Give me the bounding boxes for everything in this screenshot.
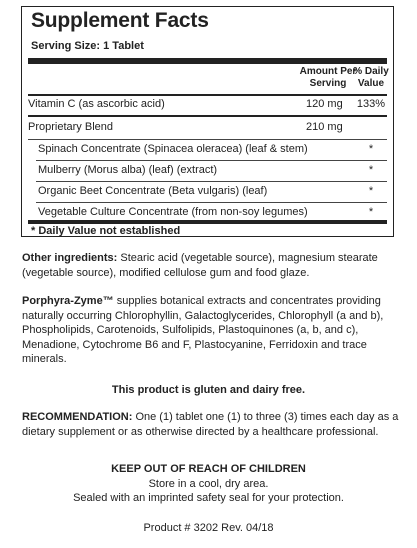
other-ingredients-text: Stearic acid (vegetable source), magnesium stearate (vegetable source), modified cellulose gum and food glaze. (22, 252, 378, 279)
row-mulberry-dv: * (368, 164, 374, 176)
other-ingredients (22, 251, 400, 280)
row-vitamin-c-dv: 133% (356, 98, 386, 110)
product-name: Porphyra-Zyme™ (22, 295, 114, 307)
supplement-facts-panel (21, 6, 394, 237)
row-spinach-dv: * (368, 143, 374, 155)
recommendation (22, 410, 400, 439)
row-blend-name: Proprietary Blend (28, 121, 113, 133)
divider-bottom (28, 220, 387, 224)
row-mulberry-name: Mulberry (Morus alba) (leaf) (extract) (38, 164, 218, 176)
storage-instructions: Store in a cool, dry area. (148, 478, 269, 490)
header-amount-line2: Serving (309, 78, 347, 89)
product-description (22, 294, 400, 367)
recommendation-text: One (1) tablet one (1) to three (3) times each day as a dietary supplement or as otherwise directed by a healthcare professional. (22, 411, 399, 438)
safety-seal-notice: Sealed with an imprinted safety seal for your protection. (73, 492, 344, 504)
row-beet-dv: * (368, 185, 374, 197)
other-ingredients-label: Other ingredients: (22, 252, 118, 264)
divider-mulberry (36, 181, 387, 182)
divider-spinach (36, 160, 387, 161)
product-description-text: supplies botanical extracts and concentrates providing naturally occurring Chlorophyllin, Galactoglycerides, Chlorophyll (a and b), Phospholipids, Carotenoids, Sulfolipids, Plastoquinones (a, b, and c), Menadione, Cytochrome B6 and F, Plastocyanine, Ferridoxin and trace minerals. (22, 295, 384, 365)
header-amount-line1: Amount Per (299, 66, 357, 77)
serving-size: Serving Size: 1 Tablet (31, 40, 144, 52)
row-spinach-name: Spinach Concentrate (Spinacea oleracea) (leaf & stem) (38, 143, 308, 155)
header-amount-per-serving (297, 66, 359, 90)
divider-vitamin-c (28, 115, 387, 117)
divider-thick (28, 58, 387, 64)
gluten-free-statement: This product is gluten and dairy free. (111, 384, 306, 396)
header-dv-line2: Value (357, 78, 385, 89)
header-dv-line1: % Daily (353, 66, 389, 77)
header-daily-value (352, 66, 390, 90)
divider-beet (36, 202, 387, 203)
divider-blend (28, 139, 387, 140)
row-vitamin-c-amount: 120 mg (306, 98, 343, 110)
product-number: Product # 3202 Rev. 04/18 (143, 522, 274, 534)
facts-title: Supplement Facts (31, 9, 209, 32)
row-vitamin-c-name: Vitamin C (as ascorbic acid) (28, 98, 165, 110)
row-culture-dv: * (368, 206, 374, 218)
row-culture-name: Vegetable Culture Concentrate (from non-soy legumes) (38, 206, 308, 218)
row-blend-amount: 210 mg (306, 121, 343, 133)
footnote: * Daily Value not established (31, 225, 181, 237)
warning-heading: KEEP OUT OF REACH OF CHILDREN (111, 463, 306, 475)
divider-header (28, 94, 387, 96)
row-beet-name: Organic Beet Concentrate (Beta vulgaris) (leaf) (38, 185, 268, 197)
recommendation-label: RECOMMENDATION: (22, 411, 133, 423)
